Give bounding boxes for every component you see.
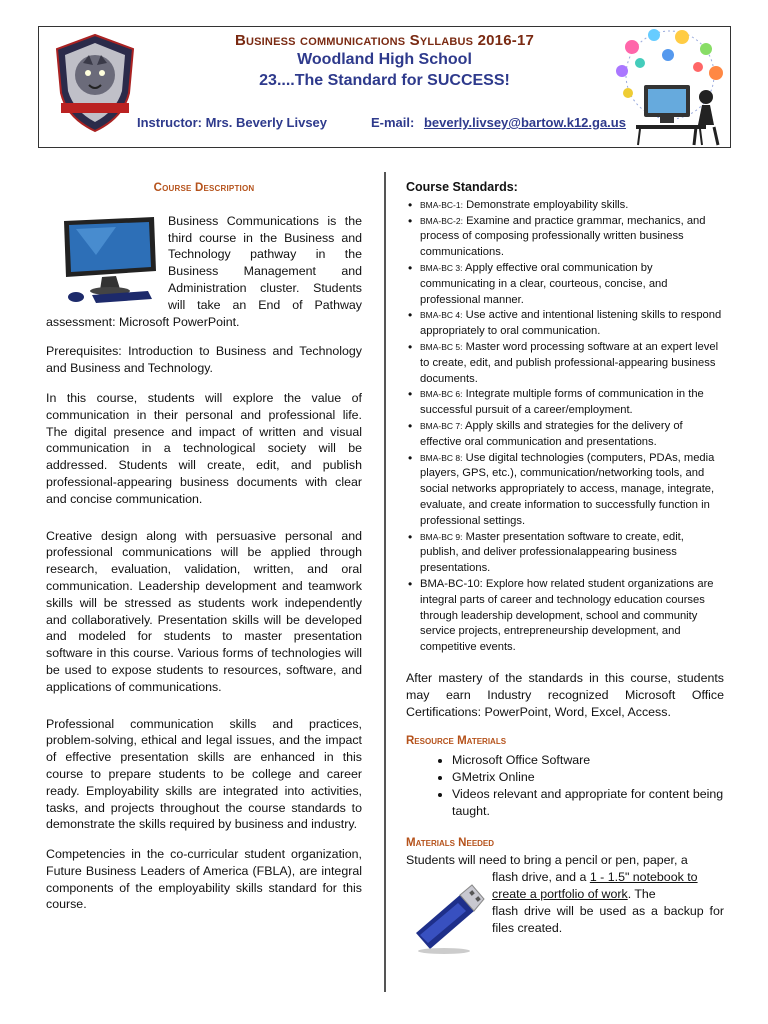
school-name: Woodland High School	[297, 51, 472, 68]
standard-item: • BMA-BC-2: Examine and practice grammar, mechanics, and process of composing professionally written business communications.	[420, 214, 724, 261]
prerequisites-text: Prerequisites: Introduction to Business and Technology and Business and Technology.	[46, 344, 362, 376]
course-description-title: Course Description	[153, 182, 255, 194]
resource-materials-title: Resource Materials	[406, 735, 507, 748]
description-paragraph-1: In this course, students will explore the value of communication in their personal and professional life. The digital presence and impact of written and visual communication in a technological society will be addressed. Students will create, edit, and publish professional-appearing business documents with clear and concise communication.	[46, 390, 362, 506]
course-standards-title: Course Standards:	[406, 180, 518, 194]
materials-line-3: flash drive will be used as a backup for files created.	[492, 903, 724, 935]
course-intro-block	[46, 213, 362, 331]
desktop-computer-image	[56, 215, 162, 305]
resource-list	[406, 752, 724, 820]
standard-item: • BMA-BC 6: Integrate multiple forms of communication in the successful pursuit of a career/employment.	[420, 387, 724, 419]
standard-item: • BMA-BC 9: Master presentation software to create, edit, publish, and deliver professionalappearing business presentations.	[420, 530, 724, 577]
left-column	[46, 180, 362, 926]
materials-block	[406, 869, 724, 937]
materials-needed-title: Materials Needed	[406, 837, 495, 850]
email-line	[371, 115, 626, 130]
notebook-requirement: 1 - 1.5" notebook to create a portfolio of work	[492, 869, 698, 901]
technology-collage-image	[610, 27, 728, 147]
standard-item: • BMA-BC-1: Demonstrate employability skills.	[420, 198, 724, 214]
resource-item: • Videos relevant and appropriate for content being taught.	[452, 786, 724, 820]
school-slogan: 23....The Standard for SUCCESS!	[259, 72, 510, 89]
standard-item: • BMA-BC 5: Master word processing software at an expert level to create, edit, and publish professional-appearing business documents.	[420, 340, 724, 387]
course-intro-text: Business Communications is the third course in the Business and Technology pathway in the Business Management and Administration cluster. Students will take an End of Pathway assessment: Microsoft PowerPoint.	[46, 213, 362, 329]
description-paragraph-3: Professional communication skills and practices, problem-solving, ethical and legal issues, and the impact of effective presentation skills are enhanced in this course to prepare students to be college and career ready. Employability skills are integrated into activities, tasks, and projects throughout the course standards to demonstrate the skills required by business and industry.	[46, 716, 362, 832]
certifications-text: After mastery of the standards in this course, students may earn Industry recognized Microsoft Office Certifications: PowerPoint, Word, Excel, Access.	[406, 670, 724, 719]
resource-item: • Microsoft Office Software	[452, 752, 724, 769]
standard-item: • BMA-BC 3: Apply effective oral communication by communicating in a clear, courteous, concise, and professional manner.	[420, 261, 724, 308]
standard-item: • BMA-BC 4: Use active and intentional listening skills to respond appropriately to oral communication.	[420, 308, 724, 340]
standards-list	[406, 198, 724, 656]
resource-item: • GMetrix Online	[452, 769, 724, 786]
email-link[interactable]: beverly.livsey@bartow.k12.ga.us	[423, 115, 626, 130]
materials-line-2: flash drive, and a 1 - 1.5" notebook to create a portfolio of work. The	[492, 869, 698, 901]
standard-item: • BMA-BC 8: Use digital technologies (computers, PDAs, media players, GPS, etc.), communication/networking tools, and social networks appropriately to access, manage, integrate, evaluate, and create information to successfully function in professional settings.	[420, 451, 724, 530]
standard-item: • BMA-BC-10: Explore how related student organizations are integral parts of career and technology education courses through leadership development, school and community service projects, entrepreneurship development, and competitive events.	[420, 577, 724, 656]
syllabus-title: Business communications Syllabus 2016-17	[234, 32, 535, 49]
description-paragraph-2: Creative design along with persuasive personal and professional communications will be applied through research, evaluation, validation, written, and oral communication. Leadership development and teamwork skills will be stressed as students work independently and collaboratively. Presentation skills will be developed and modeled for students to master presentation software in this course. Various forms of technologies will be used to expose students to resources, software, and applications of communications.	[46, 528, 362, 694]
description-paragraph-4: Competencies in the co-curricular student organization, Future Business Leaders of America (FBLA), are integral components of the employability skills standard for this course.	[46, 847, 362, 912]
column-divider	[384, 172, 386, 992]
right-column	[406, 180, 724, 955]
materials-line-1: Students will need to bring a pencil or pen, paper, a	[406, 852, 688, 867]
syllabus-header	[38, 26, 731, 148]
email-label: E-mail:	[371, 115, 415, 130]
usb-flash-drive-image	[410, 877, 488, 955]
instructor-name: Instructor: Mrs. Beverly Livsey	[137, 115, 328, 130]
standard-item: • BMA-BC 7: Apply skills and strategies for the delivery of effective oral communication and presentations.	[420, 419, 724, 451]
